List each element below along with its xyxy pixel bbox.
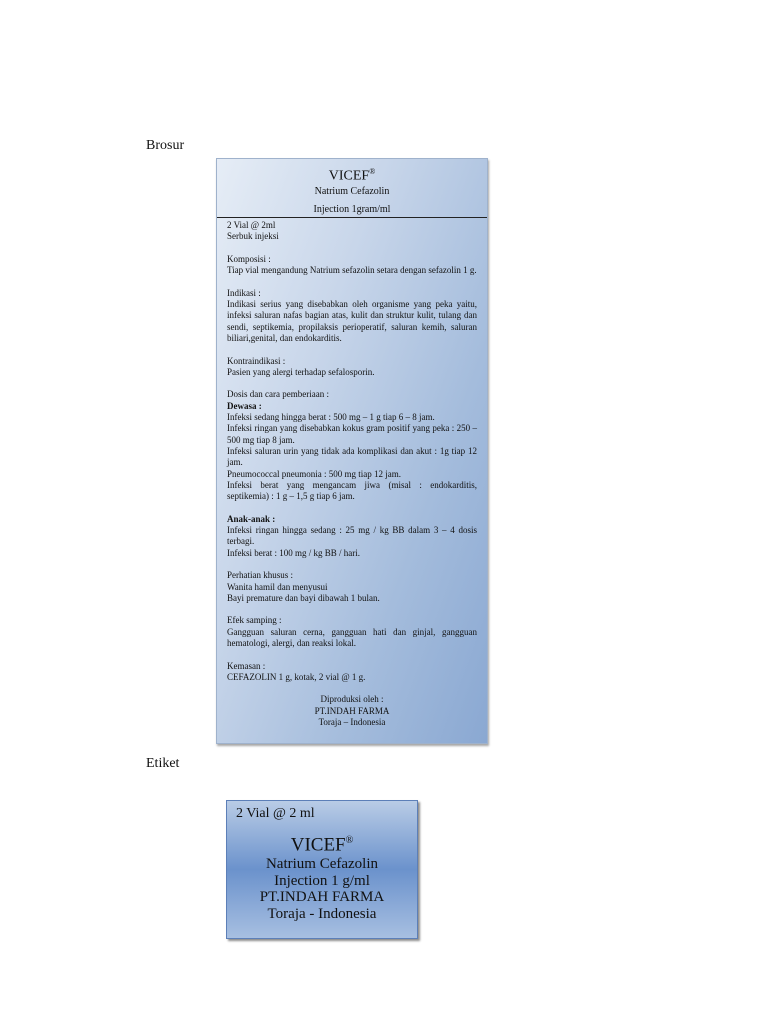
company-location: Toraja – Indonesia [318,717,386,728]
brochure-body [217,218,487,728]
anak-line: Infeksi ringan hingga sedang : 25 mg / kg BB dalam 3 – 4 dosis terbagi. [227,525,477,547]
produced-by: Diproduksi oleh : [320,694,384,705]
kemasan-heading: Kemasan : [227,660,266,671]
brochure-title [217,164,487,185]
dewasa-heading: Dewasa : [227,400,262,411]
indikasi-heading: Indikasi : [227,287,261,298]
label-injection: Injection 1 g/ml [274,872,370,889]
brochure-product-name: VICEF [328,168,370,184]
etiket-label: Etiket [146,756,180,771]
perhatian-heading: Perhatian khusus : [227,570,293,581]
dewasa-line: Infeksi berat yang mengancam jiwa (misal : endokarditis, septikemia) : 1 g – 1,5 g tiap 6 jam. [227,479,477,502]
form-text: Serbuk injeksi [227,231,279,242]
brochure-panel [216,158,488,744]
vial-text: 2 Vial @ 2ml [227,220,276,230]
brochure-subtitle: Natrium Cefazolin [314,185,390,197]
brosur-label: Brosur [146,138,185,153]
kontraindikasi-text: Pasien yang alergi terhadap sefalosporin. [227,366,375,377]
label-title [227,830,417,856]
perhatian-line: Bayi premature dan bayi dibawah 1 bulan. [227,592,380,603]
label-vial-text: 2 Vial @ 2 ml [236,806,315,821]
dewasa-line: Infeksi saluran urin yang tidak ada komplikasi dan akut : 1g tiap 12 jam. [227,445,477,468]
label-subtitle: Natrium Cefazolin [265,856,379,873]
anak-heading: Anak-anak : [227,513,276,524]
label-product-name: VICEF [290,834,346,856]
kemasan-text: CEFAZOLIN 1 g, kotak, 2 vial @ 1 g. [227,671,366,682]
dewasa-line: Pneumococcal pneumonia : 500 mg tiap 12 jam. [227,468,401,479]
brochure-header [217,159,487,218]
vial-label [226,800,418,939]
dewasa-line: Infeksi sedang hingga berat : 500 mg – 1 g tiap 6 – 8 jam. [227,412,435,423]
efek-text: Gangguan saluran cerna, gangguan hati dan ginjal, gangguan hematologi, alergi, dan reaksi lokal. [227,626,477,648]
efek-heading: Efek samping : [227,615,282,626]
dosis-heading: Dosis dan cara pemberiaan : [227,389,329,400]
brochure-injection: Injection 1gram/ml [313,203,391,215]
label-registered-mark: ® [345,835,354,846]
label-company: PT.INDAH FARMA [259,889,385,906]
komposisi-text: Tiap vial mengandung Natrium sefazolin setara dengan sefazolin 1 g. [227,265,477,276]
indikasi-text: Indikasi serius yang disebabkan oleh organisme yang peka yaitu, infeksi saluran nafas bagian atas, kulit dan struktur kulit, tulang dan sendi, septikemia, propilaksis perioperatif, saluran kemih, saluran biliari,genital, dan endokarditis. [227,299,477,343]
kontraindikasi-heading: Kontraindikasi : [227,355,286,366]
label-location: Toraja - Indonesia [267,905,377,922]
perhatian-line: Wanita hamil dan menyusui [227,581,328,592]
dewasa-line: Infeksi ringan yang disebabkan kokus gram positif yang peka : 250 – 500 mg tiap 8 jam. [227,423,477,445]
label-center-block [227,830,417,922]
anak-line: Infeksi berat : 100 mg / kg BB / hari. [227,547,360,558]
komposisi-heading: Komposisi : [227,253,271,264]
registered-mark: ® [369,167,376,176]
company-name: PT.INDAH FARMA [314,705,390,716]
